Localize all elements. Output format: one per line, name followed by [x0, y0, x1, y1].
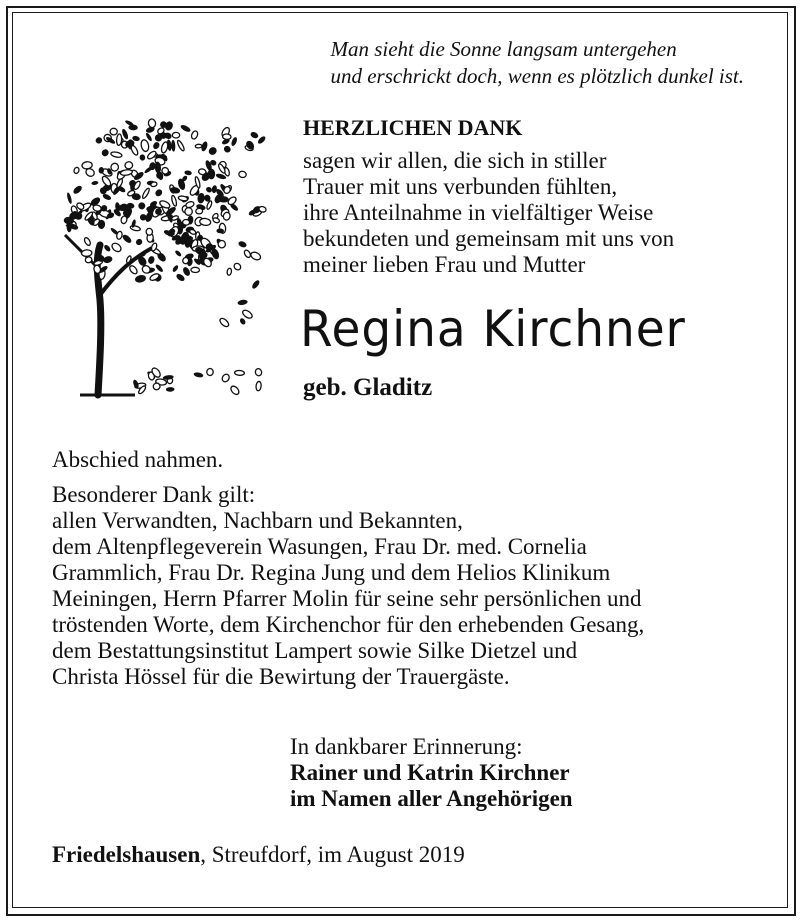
- signature-line-1: Rainer und Katrin Kirchner: [290, 760, 570, 785]
- motto-quote: [330, 36, 744, 90]
- tree-with-falling-leaves-icon: [40, 110, 270, 400]
- thanks-line: Trauer mit uns verbunden fühlten,: [303, 174, 618, 199]
- special-thanks-line: Christa Hössel für die Bewirtung der Trauergäste.: [52, 664, 510, 689]
- thanks-text: [303, 148, 674, 278]
- special-thanks-line: Grammlich, Frau Dr. Regina Jung und dem Helios Klinikum: [52, 560, 611, 585]
- special-thanks-line: dem Altenpflegeverein Wasungen, Frau Dr. med. Cornelia: [52, 534, 587, 559]
- place-and-date: [52, 842, 465, 868]
- thanks-line: bekundeten und gemeinsam mit uns von: [303, 226, 675, 251]
- deceased-name: Regina Kirchner: [300, 300, 686, 358]
- special-thanks-line: allen Verwandten, Nachbarn und Bekannten,: [52, 508, 463, 533]
- thanks-line: meiner lieben Frau und Mutter: [303, 252, 586, 277]
- special-thanks-line: tröstenden Worte, dem Kirchenchor für den erhebenden Gesang,: [52, 612, 645, 637]
- place-town: Friedelshausen: [52, 842, 201, 867]
- motto-line-2: und erschrickt doch, wenn es plötzlich dunkel ist.: [330, 64, 744, 88]
- motto-line-1: Man sieht die Sonne langsam untergehen: [330, 37, 677, 61]
- special-thanks: [52, 482, 644, 690]
- special-thanks-line: Besonderer Dank gilt:: [52, 482, 256, 507]
- signature-line-2: im Namen aller Angehörigen: [290, 786, 573, 811]
- thanks-line: sagen wir allen, die sich in stiller: [303, 148, 607, 173]
- thanks-heading: HERZLICHEN DANK: [303, 115, 523, 140]
- special-thanks-line: Meiningen, Herrn Pfarrer Molin für seine sehr persönlichen und: [52, 586, 642, 611]
- thanks-line: ihre Anteilnahme in vielfältiger Weise: [303, 200, 654, 225]
- farewell-text: Abschied nahmen.: [52, 447, 224, 472]
- special-thanks-line: dem Bestattungsinstitut Lampert sowie Silke Dietzel und: [52, 638, 578, 663]
- birth-name: geb. Gladitz: [303, 374, 433, 401]
- closing-intro: In dankbarer Erinnerung:: [290, 734, 523, 759]
- place-rest: , Streufdorf, im August 2019: [200, 842, 465, 867]
- closing-block: [290, 734, 573, 812]
